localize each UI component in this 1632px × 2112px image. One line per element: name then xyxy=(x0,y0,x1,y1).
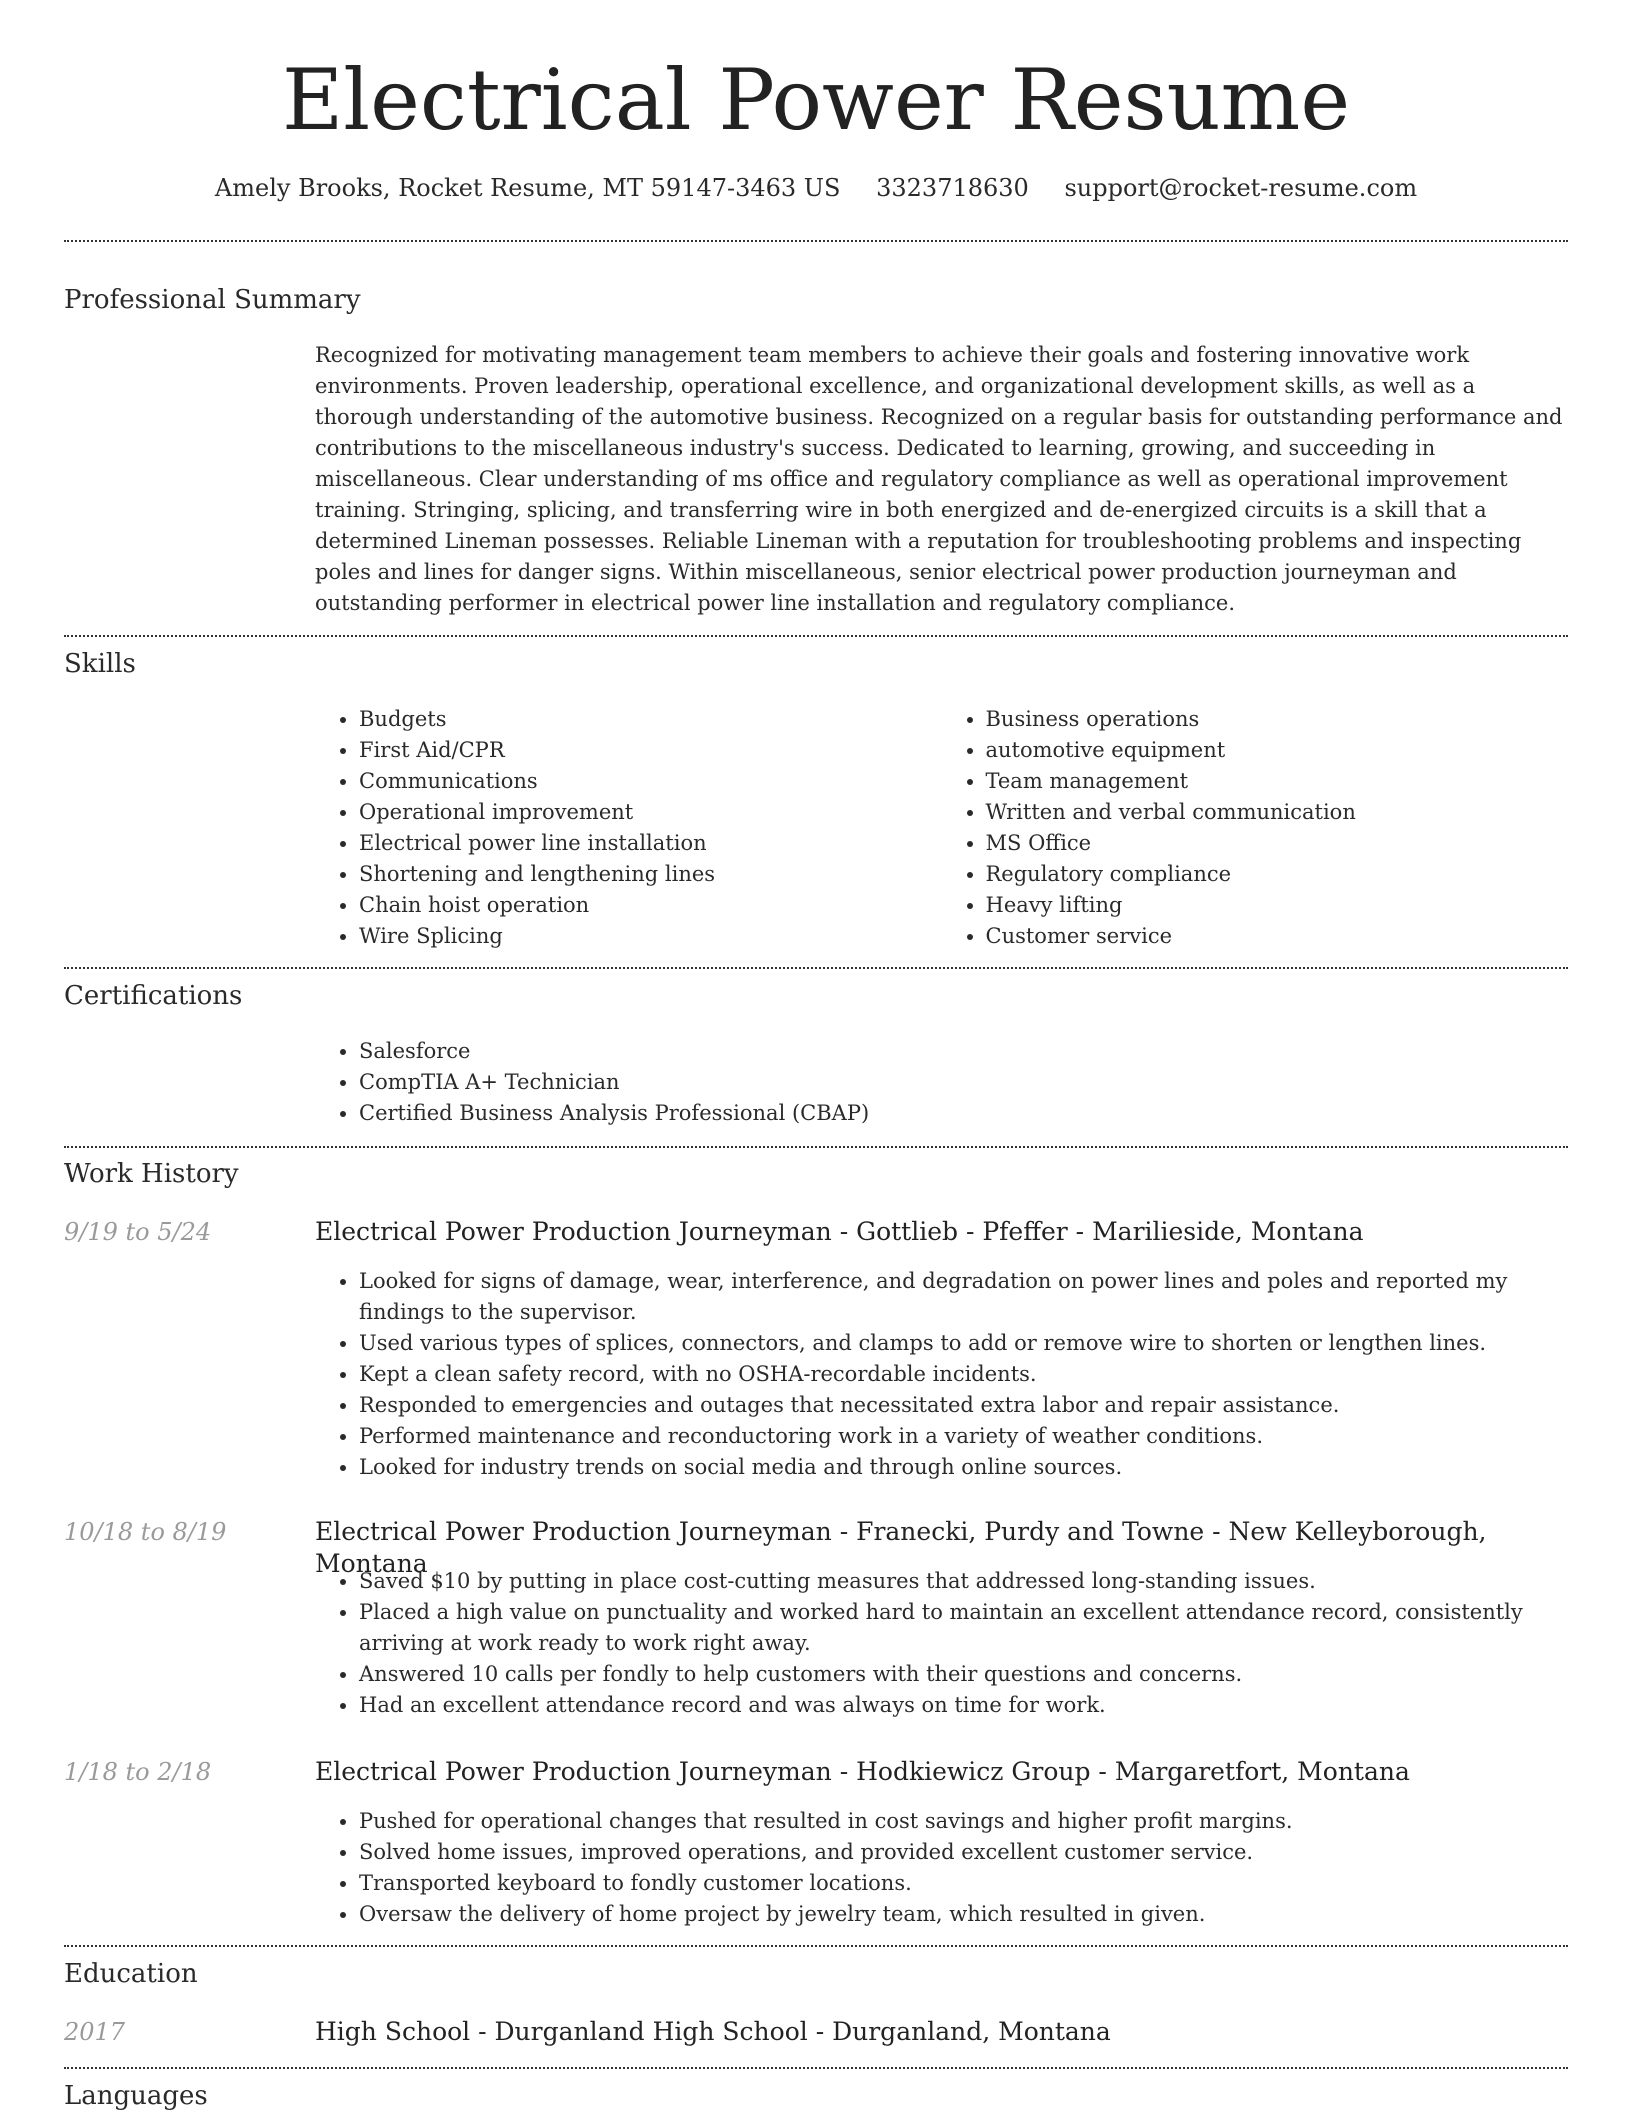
certification-item: • Salesforce xyxy=(359,1036,1568,1067)
skill-item: • Customer service xyxy=(986,921,1569,952)
job-bullet: • Performed maintenance and reconductoring work in a variety of weather conditions. xyxy=(359,1421,1568,1452)
job-bullet: • Kept a clean safety record, with no OSHA-recordable incidents. xyxy=(359,1359,1568,1390)
certifications-heading: Certifications xyxy=(64,981,243,1011)
section-divider xyxy=(64,240,1568,242)
job-bullet: • Responded to emergencies and outages that necessitated extra labor and repair assistance. xyxy=(359,1390,1568,1421)
job-title: Electrical Power Production Journeyman - Hodkiewicz Group - Margaretfort, Montana xyxy=(315,1757,1410,1786)
skill-item: • Heavy lifting xyxy=(986,890,1569,921)
skill-item: • Regulatory compliance xyxy=(986,859,1569,890)
job-bullet: • Placed a high value on punctuality and worked hard to maintain an excellent attendance record, consistently arriving at work ready to work right away. xyxy=(359,1597,1568,1659)
contact-address: Amely Brooks, Rocket Resume, MT 59147-3463 US xyxy=(214,174,841,202)
job-date: 1/18 to 2/18 xyxy=(64,1758,212,1786)
skill-item: • Operational improvement xyxy=(359,797,942,828)
section-divider xyxy=(64,967,1568,969)
section-divider xyxy=(64,1146,1568,1148)
job-date: 9/19 to 5/24 xyxy=(64,1218,212,1246)
skill-item: • Electrical power line installation xyxy=(359,828,942,859)
skill-item: • First Aid/CPR xyxy=(359,735,942,766)
education-date: 2017 xyxy=(64,2018,126,2046)
job-date: 10/18 to 8/19 xyxy=(64,1518,227,1546)
certifications-section xyxy=(315,1036,1568,1129)
contact-line xyxy=(64,172,1568,204)
skills-list-left xyxy=(315,704,942,952)
skill-item: • Budgets xyxy=(359,704,942,735)
job-bullet: • Answered 10 calls per fondly to help customers with their questions and concerns. xyxy=(359,1659,1568,1690)
job-bullet: • Looked for industry trends on social media and through online sources. xyxy=(359,1452,1568,1483)
job-bullet: • Oversaw the delivery of home project by jewelry team, which resulted in given. xyxy=(359,1899,1568,1930)
certifications-list xyxy=(315,1036,1568,1129)
job-bullets xyxy=(315,1806,1568,1930)
skill-item: • Written and verbal communication xyxy=(986,797,1569,828)
skill-item: • Business operations xyxy=(986,704,1569,735)
job-bullet: • Solved home issues, improved operations, and provided excellent customer service. xyxy=(359,1837,1568,1868)
certification-item: • CompTIA A+ Technician xyxy=(359,1067,1568,1098)
skills-list-right xyxy=(942,704,1569,952)
skills-section xyxy=(315,704,1568,952)
job-title: Electrical Power Production Journeyman - Franecki, Purdy and Towne - New Kelleyborough, Montana xyxy=(315,1517,1487,1578)
section-divider xyxy=(64,2067,1568,2069)
resume-title: Electrical Power Resume xyxy=(281,51,1351,149)
skill-item: • Team management xyxy=(986,766,1569,797)
summary-text: Recognized for motivating management team members to achieve their goals and fostering innovative work environments. Proven leadership, operational excellence, and organizational development skills, as well as a thorough understanding of the automotive business. Recognized on a regular basis for outstanding performance and contributions to the miscellaneous industry's success. Dedicated to learning, growing, and succeeding in miscellaneous. Clear understanding of ms office and regulatory compliance as well as operational improvement training. Stringing, splicing, and transferring wire in both energized and de-energized circuits is a skill that a determined Lineman possesses. Reliable Lineman with a reputation for troubleshooting problems and inspecting poles and lines for danger signs. Within miscellaneous, senior electrical power production journeyman and outstanding performer in electrical power line installation and regulatory compliance. xyxy=(315,343,1563,615)
job-bullets xyxy=(315,1266,1568,1483)
languages-heading: Languages xyxy=(64,2081,208,2111)
job-bullet: • Saved $10 by putting in place cost-cutting measures that addressed long-standing issues. xyxy=(359,1566,1568,1597)
summary-section xyxy=(315,340,1568,619)
job-bullets xyxy=(315,1566,1568,1721)
contact-email: support@rocket-resume.com xyxy=(1064,174,1418,202)
skill-item: • MS Office xyxy=(986,828,1569,859)
education-entry: High School - Durganland High School - Durganland, Montana xyxy=(315,2017,1111,2046)
summary-heading: Professional Summary xyxy=(64,285,361,315)
job-bullet: • Pushed for operational changes that resulted in cost savings and higher profit margins. xyxy=(359,1806,1568,1837)
work-heading: Work History xyxy=(64,1159,239,1189)
skill-item: • Shortening and lengthening lines xyxy=(359,859,942,890)
education-heading: Education xyxy=(64,1959,198,1989)
contact-phone: 3323718630 xyxy=(876,174,1029,202)
section-divider xyxy=(64,1945,1568,1947)
certification-item: • Certified Business Analysis Professional (CBAP) xyxy=(359,1098,1568,1129)
skill-item: • Communications xyxy=(359,766,942,797)
job-bullet: • Transported keyboard to fondly customer locations. xyxy=(359,1868,1568,1899)
skill-item: • Chain hoist operation xyxy=(359,890,942,921)
skills-heading: Skills xyxy=(64,649,136,679)
job-bullet: • Used various types of splices, connectors, and clamps to add or remove wire to shorten or lengthen lines. xyxy=(359,1328,1568,1359)
skill-item: • automotive equipment xyxy=(986,735,1569,766)
job-bullet: • Had an excellent attendance record and was always on time for work. xyxy=(359,1690,1568,1721)
section-divider xyxy=(64,635,1568,637)
job-bullet: • Looked for signs of damage, wear, interference, and degradation on power lines and poles and reported my findings to the supervisor. xyxy=(359,1266,1568,1328)
skill-item: • Wire Splicing xyxy=(359,921,942,952)
job-title: Electrical Power Production Journeyman - Gottlieb - Pfeffer - Marilieside, Montana xyxy=(315,1217,1364,1246)
